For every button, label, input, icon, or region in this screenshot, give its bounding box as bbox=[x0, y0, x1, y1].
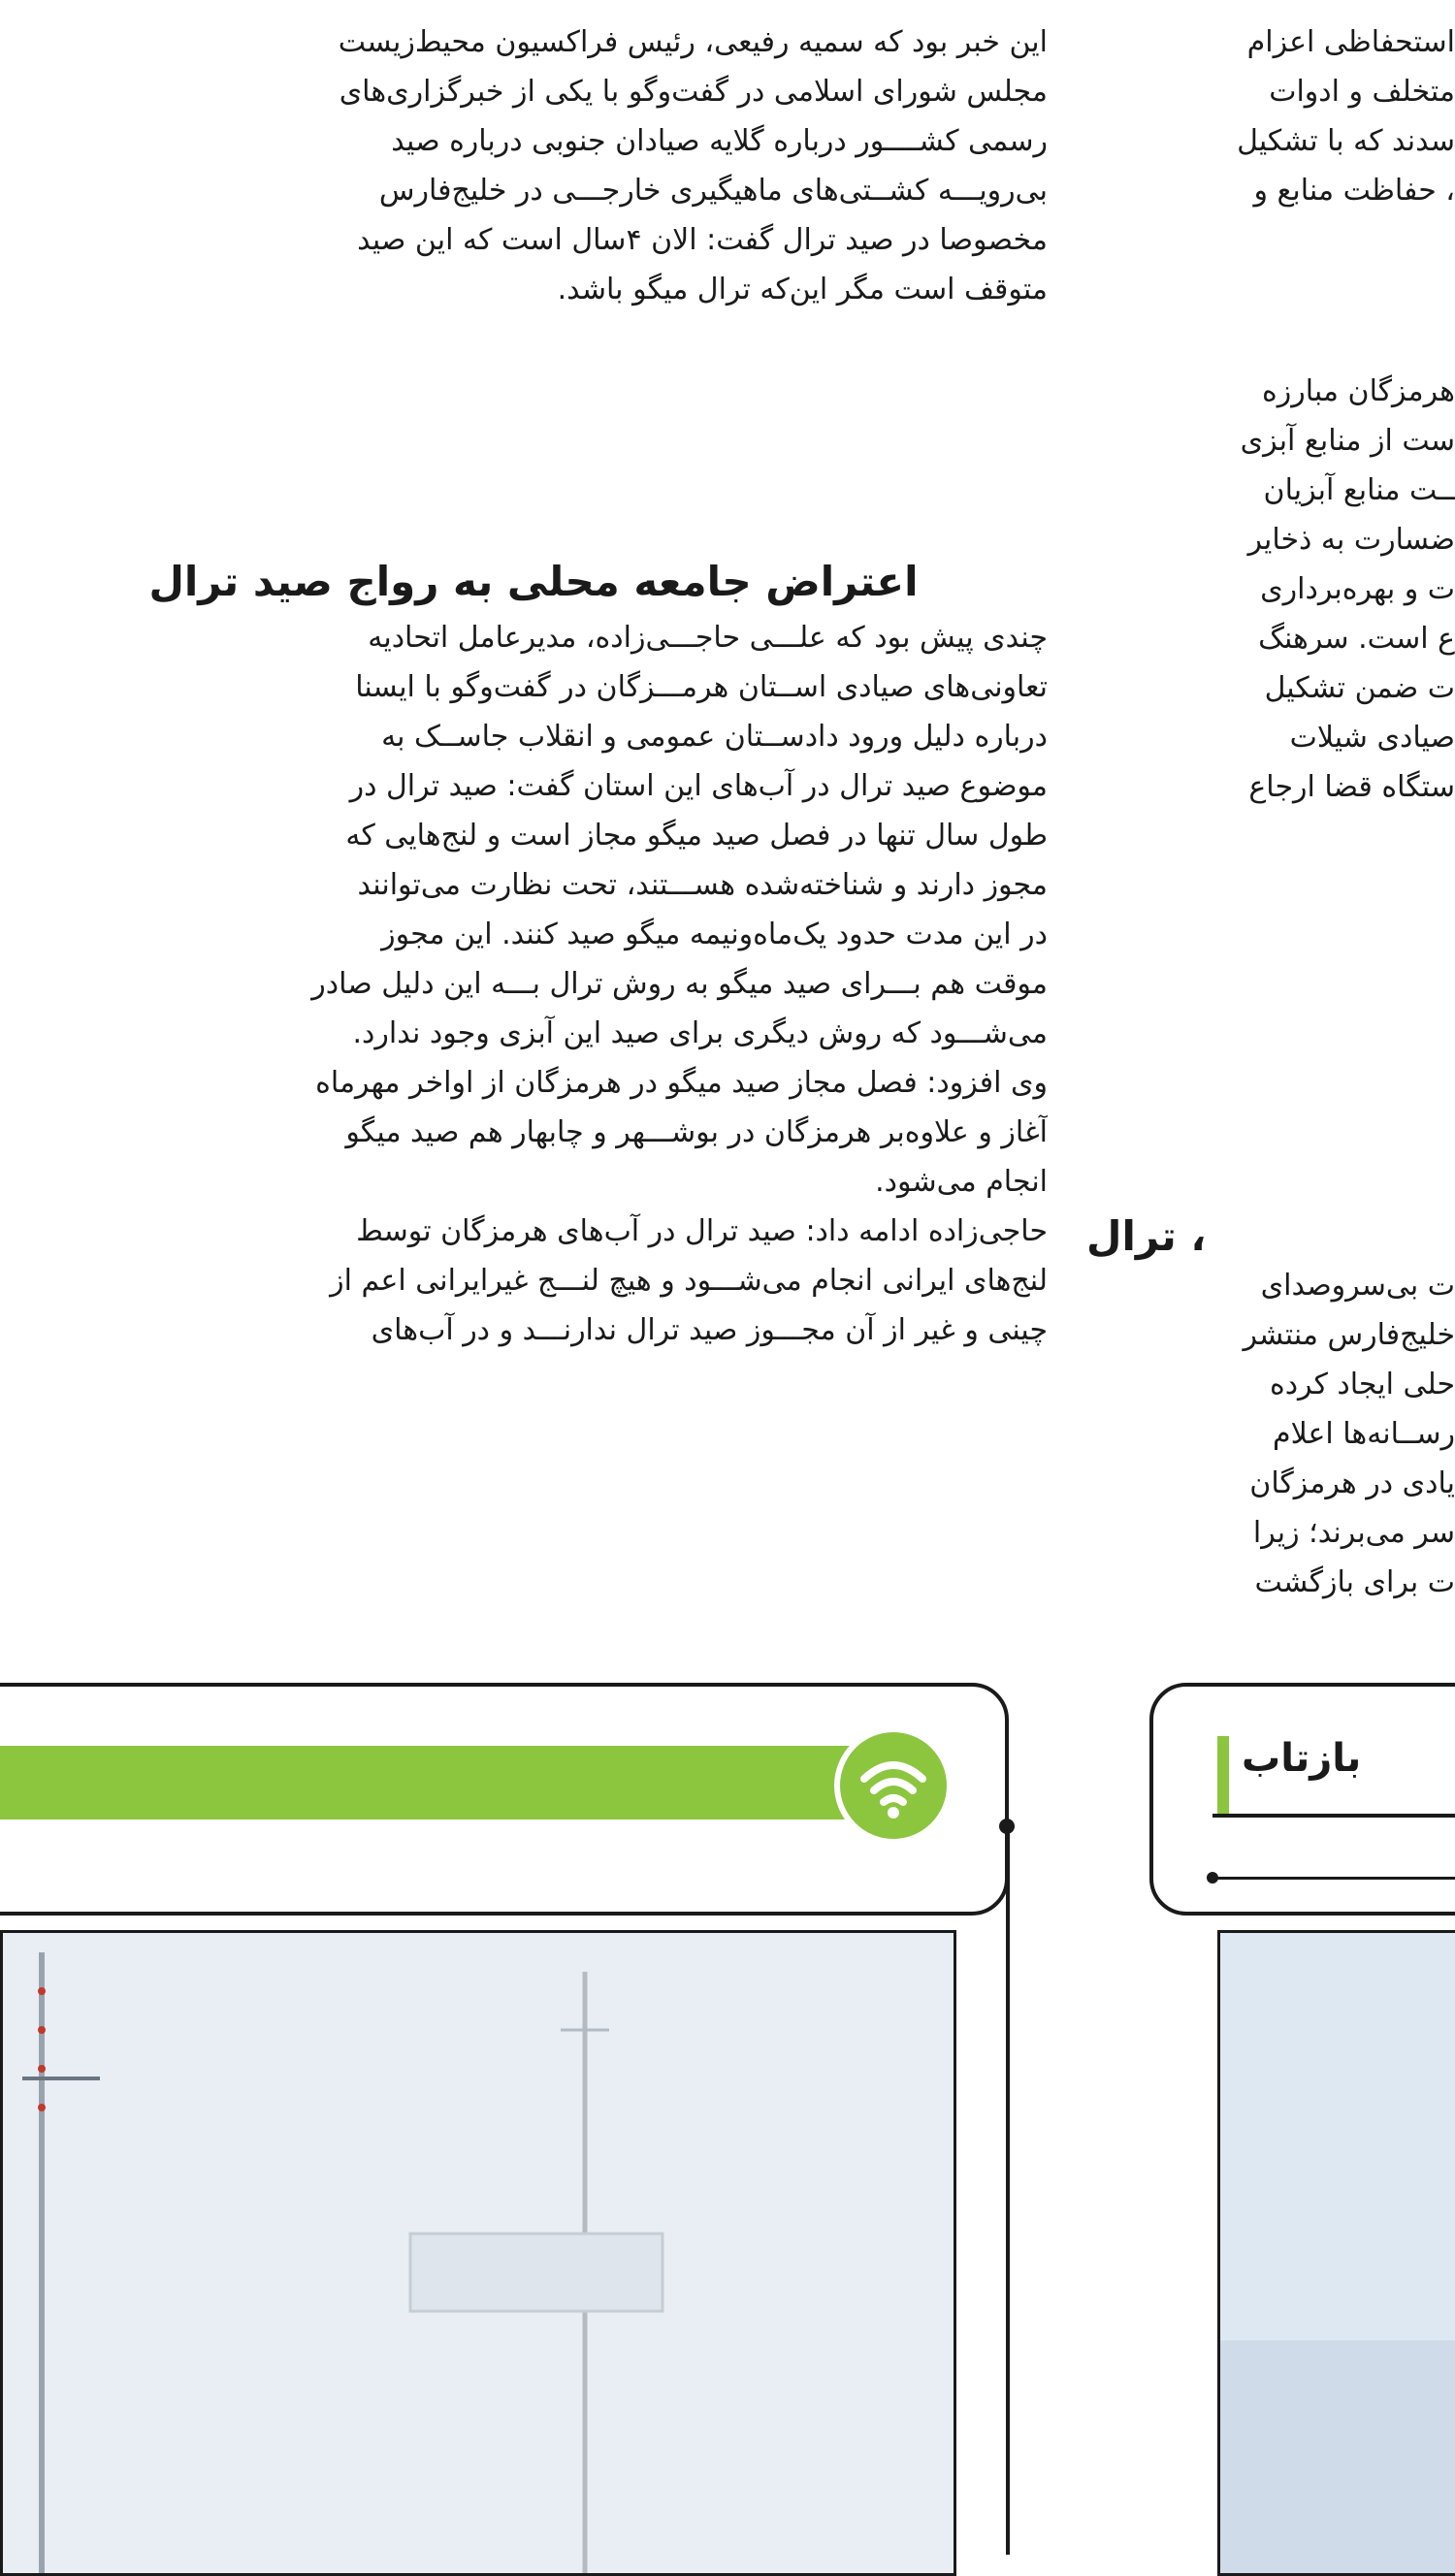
text-line: مجلس شورای اسلامی در گفت‌وگو با یکی از خبرگزاری‌های bbox=[339, 75, 1048, 109]
side-paragraph-bottom bbox=[1072, 1261, 1455, 1552]
text-line: در این مدت حدود یک‌ماه‌ونیمه میگو صید کنند. این مجوز bbox=[381, 918, 1048, 951]
article-body-paragraph bbox=[0, 613, 1048, 1348]
text-line: آغاز و علاوه‌بر هرمزگان در بوشـــهر و چابهار هم صید میگو bbox=[345, 1115, 1048, 1149]
text-line: متخلف و ادوات bbox=[1269, 75, 1455, 109]
photo-divider-line bbox=[1006, 1823, 1010, 2555]
wifi-icon bbox=[840, 1732, 947, 1839]
text-line: ت و بهره‌برداری bbox=[1260, 572, 1455, 606]
text-line: موضوع صید ترال در آب‌های این استان گفت: صید ترال در bbox=[349, 769, 1048, 803]
right-green-tab bbox=[1217, 1736, 1229, 1814]
text-line: ع است. سرهنگ bbox=[1258, 622, 1455, 656]
right-feature-photo bbox=[1217, 1930, 1455, 2576]
right-rule-dot bbox=[1207, 1872, 1218, 1884]
text-line: ست از منابع آبزی bbox=[1240, 424, 1455, 458]
text-line: ضسارت به ذخایر bbox=[1247, 523, 1455, 557]
section-heading: اعتراض جامعه محلی به رواج صید ترال bbox=[148, 558, 919, 605]
text-line: سدند که با تشکیل bbox=[1237, 124, 1455, 158]
text-line: متوقف است مگر این‌که ترال میگو باشد. bbox=[557, 273, 1048, 306]
text-line: چندی پیش بود که علـــی حاجـــی‌زاده، مدیرعامل اتحادیه bbox=[368, 621, 1048, 655]
text-line: انجام می‌شود. bbox=[875, 1165, 1048, 1199]
left-green-header-bar bbox=[0, 1746, 922, 1819]
text-line: ت بی‌سروصدای bbox=[1260, 1269, 1455, 1303]
text-line: هرمزگان مبارزه bbox=[1262, 374, 1455, 408]
text-line: ــت منابع آبزیان bbox=[1263, 473, 1455, 507]
side-article-column bbox=[1072, 0, 1455, 1348]
right-tab-underline bbox=[1212, 1814, 1455, 1818]
text-line: موقت هم بـــرای صید میگو به روش ترال بـــه این دلیل صادر bbox=[311, 967, 1048, 1001]
photo-divider-dot bbox=[999, 1819, 1015, 1834]
news-photo-ship bbox=[0, 1930, 956, 2576]
side-paragraph-middle bbox=[1072, 367, 1455, 812]
text-line: سر می‌برند؛ زیرا bbox=[1252, 1516, 1455, 1550]
text-line: می‌شـــود که روش دیگری برای صید این آبزی وجود ندارد. bbox=[352, 1016, 1048, 1050]
text-line: خلیج‌فارس منتشر bbox=[1243, 1318, 1455, 1352]
article-intro-paragraph bbox=[0, 17, 1048, 314]
text-line: ستگاه قضا ارجاع bbox=[1248, 770, 1455, 804]
side-section-heading: ، ترال bbox=[1086, 1212, 1207, 1260]
text-line: وی افزود: فصل مجاز صید میگو در هرمزگان از اواخر مهرماه bbox=[315, 1066, 1048, 1100]
text-line: صیادی شیلات bbox=[1289, 721, 1455, 755]
text-line: لنج‌های ایرانی انجام می‌شـــود و هیچ لنـــج غیرایرانی اعم از bbox=[330, 1264, 1048, 1298]
right-feature-frame bbox=[1149, 1683, 1455, 1916]
feature-tab-label: بازتاب bbox=[1242, 1736, 1362, 1781]
text-line: رســانه‌ها اعلام bbox=[1273, 1417, 1455, 1451]
text-line: بی‌رویـــه کشــتی‌های ماهیگیری خارجـــی در خلیج‌فارس bbox=[378, 174, 1048, 208]
text-line: رسمی کشــــور درباره گلایه صیادان جنوبی درباره صید bbox=[391, 124, 1048, 158]
main-article-column bbox=[0, 0, 1067, 1348]
wifi-icon-badge bbox=[834, 1726, 953, 1845]
text-line: حاجی‌زاده ادامه داد: صید ترال در آب‌های هرمزگان توسط bbox=[356, 1214, 1048, 1248]
text-line: یادی در هرمزگان bbox=[1249, 1466, 1455, 1500]
side-paragraph-bottom-last bbox=[1072, 1558, 1455, 1607]
text-line: حلی ایجاد کرده bbox=[1269, 1368, 1455, 1401]
text-line: چینی و غیر از آن مجـــوز صید ترال ندارنـــد و در آب‌های bbox=[371, 1313, 1048, 1347]
right-rule-line bbox=[1212, 1877, 1455, 1880]
text-line: ت ضمن تشکیل bbox=[1264, 671, 1455, 705]
sea-photo-illustration bbox=[1220, 1933, 1455, 2573]
text-line: مجوز دارند و شناخته‌شده هســـتند، تحت نظارت می‌توانند bbox=[357, 868, 1048, 902]
text-line: استحفاظی اعزام bbox=[1246, 25, 1455, 59]
text-line: مخصوصا در صید ترال گفت: الان ۴سال است که این صید bbox=[357, 223, 1048, 257]
text-line: تعاونی‌های صیادی اســتان هرمـــزگان در گفت‌وگو با ایسنا bbox=[355, 670, 1048, 704]
text-line: ، حفاظت منابع و bbox=[1253, 174, 1455, 208]
side-paragraph-top bbox=[1072, 17, 1455, 215]
text-line: این خبر بود که سمیه رفیعی، رئیس فراکسیون محیط‌زیست bbox=[338, 25, 1048, 59]
text-line: طول سال تنها در فصل صید میگو مجاز است و لنج‌هایی که bbox=[345, 819, 1048, 853]
text-line: درباره دلیل ورود دادســتان عمومی و انقلاب جاســک به bbox=[381, 720, 1048, 754]
ship-mast-illustration bbox=[3, 1933, 954, 2573]
text-line: ت برای بازگشت bbox=[1254, 1565, 1455, 1599]
